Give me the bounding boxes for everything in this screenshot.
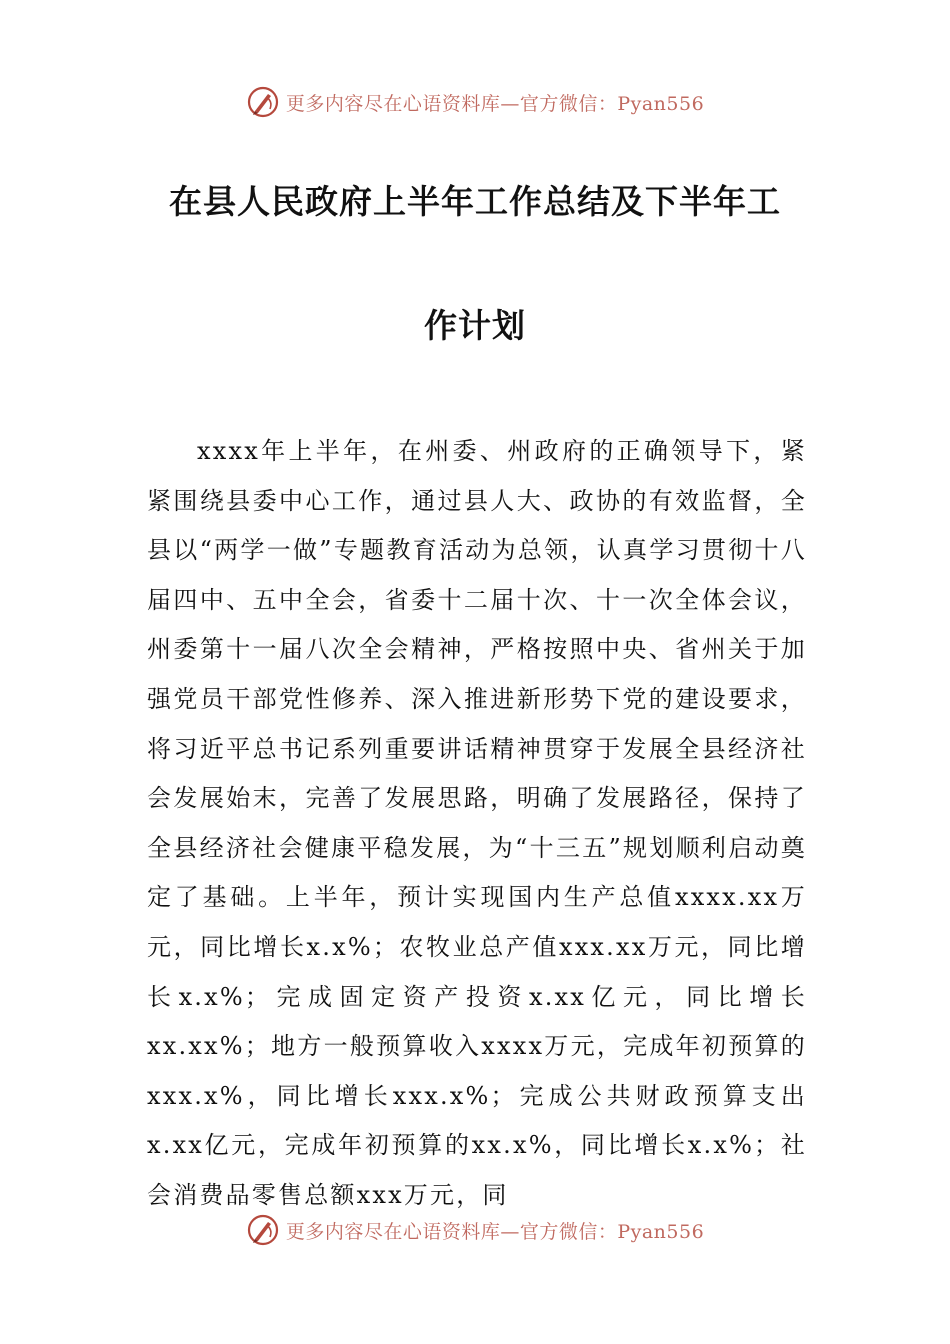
watermark-banner-bottom (0, 1210, 950, 1250)
watermark-text: 更多内容尽在心语资料库—官方微信：Pyan556 (285, 1220, 705, 1243)
watermark-banner-top (0, 82, 950, 122)
body-paragraph (147, 427, 807, 1221)
pen-logo-icon (246, 1213, 280, 1247)
pen-logo-icon (246, 85, 280, 119)
paragraph-text: xxxx年上半年，在州委、州政府的正确领导下，紧紧围绕县委中心工作，通过县人大、政协的有效监督，全县以“两学一做”专题教育活动为总领，认真学习贯彻十八届四中、五中全会，省委十二届十次、十一次全体会议，州委第十一届八次全会精神，严格按照中央、省州关于加强党员干部党性修养、深入推进新形势下党的建设要求，将习近平总书记系列重要讲话精神贯穿于发展全县经济社会发展始末，完善了发展思路，明确了发展路径，保持了全县经济社会健康平稳发展，为“十三五”规划顺利启动奠定了基础。上半年，预计实现国内生产总值xxxx.xx万元，同比增长x.x%；农牧业总产值xxx.xx万元，同比增长x.x%；完成固定资产投资x.xx亿元，同比增长xx.xx%；地方一般预算收入xxxx万元，完成年初预算的xxx.x%，同比增长xxx.x%；完成公共财政预算支出x.xx亿元，完成年初预算的xx.x%，同比增长x.x%；社会消费品零售总额xxx万元，同 (147, 437, 807, 1209)
document-title-line-2: 作计划 (424, 306, 526, 345)
document-title-line-1: 在县人民政府上半年工作总结及下半年工 (169, 182, 781, 221)
watermark-text: 更多内容尽在心语资料库—官方微信：Pyan556 (285, 92, 705, 115)
